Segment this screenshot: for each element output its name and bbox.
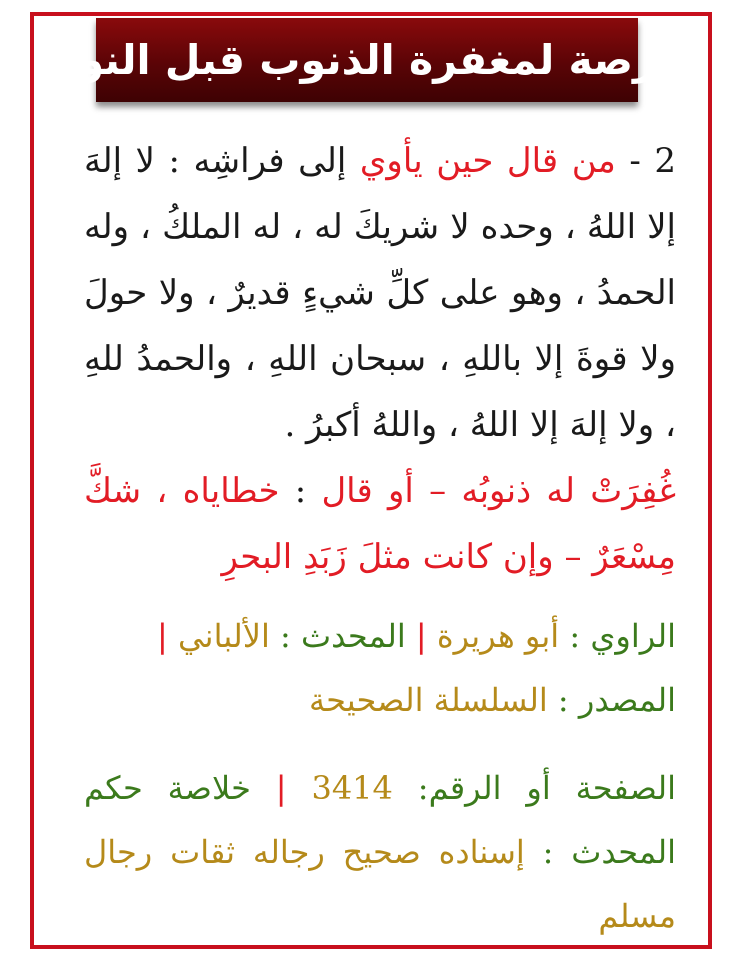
hadith-reward	[84, 458, 676, 590]
separator: |	[405, 617, 437, 655]
muhaddith-label: المحدث :	[269, 617, 406, 655]
muhaddith-value: الألباني	[177, 617, 270, 655]
page-number-value: 3414	[311, 769, 393, 807]
reward-colon: :	[279, 471, 322, 511]
hadith-intro: من قال حين يأوي	[359, 141, 616, 181]
reward-qaal: قال	[321, 471, 373, 511]
reward-part1: غُفِرَتْ له ذنوبُه – أو	[372, 471, 676, 511]
hadith-text	[84, 128, 676, 458]
reward-part2: خطاياه ، شكَّ مِسْعَرٌ – وإن كانت مثلَ زَبَدِ البحرِ	[84, 471, 676, 577]
page-number-line	[84, 756, 676, 948]
ruling-label: خلاصة حكم المحدث :	[84, 769, 677, 871]
narrator-line	[84, 604, 676, 668]
page-title: فرصة لمغفرة الذنوب قبل النوم	[48, 35, 686, 84]
source-line	[84, 668, 676, 732]
hadith-number: 2 -	[629, 141, 676, 181]
hadith-body: إلى فراشِه : لا إلهَ إلا اللهُ ، وحده لا شريكَ له ، له الملكُ ، وله الحمدُ ، وهو على كلِّ شيءٍ قديرٌ ، ولا حولَ ولا قوةَ إلا باللهِ ، سبحان اللهِ ، والحمدُ للهِ ، ولا إلهَ إلا اللهُ ، واللهُ أكبرُ .	[84, 141, 676, 445]
separator: |	[250, 769, 312, 807]
page-number-label: الصفحة أو الرقم:	[392, 769, 677, 807]
source-label: المصدر :	[547, 681, 676, 719]
narrator-label: الراوي :	[559, 617, 676, 655]
ruling-value: إسناده صحيح رجاله ثقات رجال مسلم	[84, 833, 676, 935]
separator: |	[157, 617, 178, 655]
source-value: السلسلة الصحيحة	[308, 681, 548, 719]
main-content	[84, 128, 676, 948]
title-banner	[48, 18, 686, 102]
narrator-value: أبو هريرة	[436, 617, 560, 655]
